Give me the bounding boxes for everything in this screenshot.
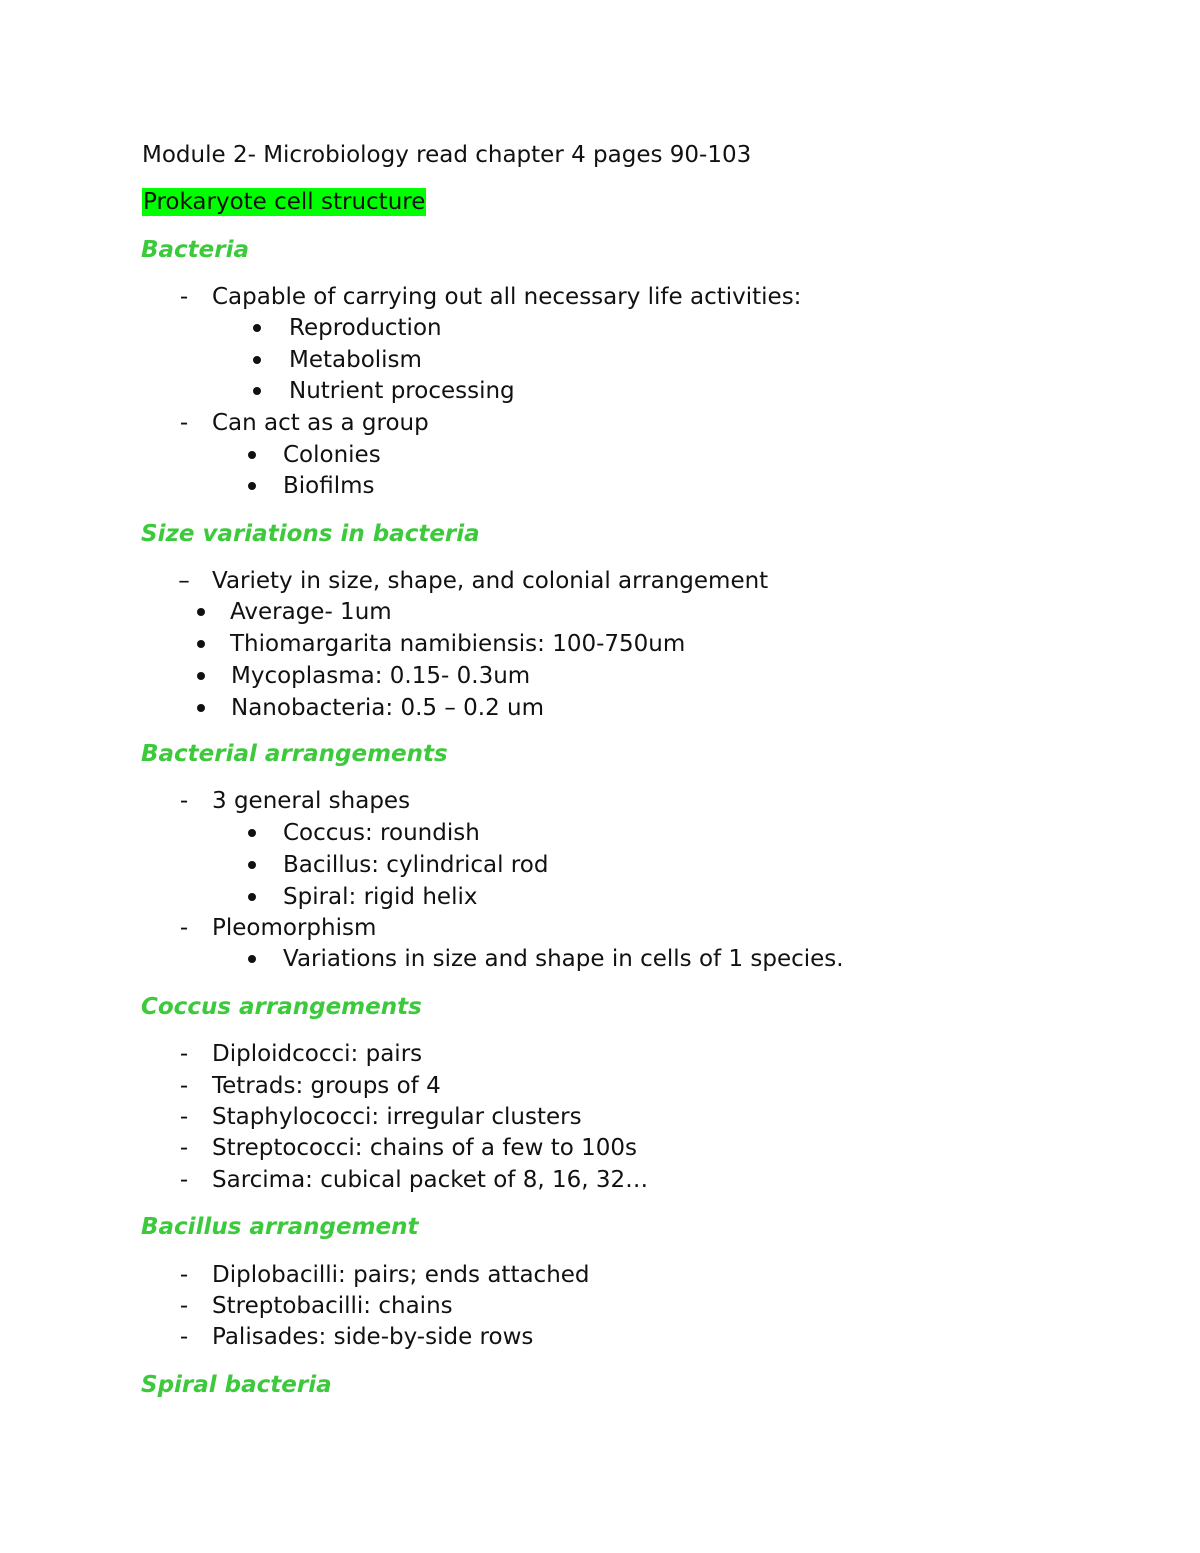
- dash-marker: -: [179, 1073, 189, 1099]
- document-title: Module 2- Microbiology read chapter 4 pages 90-103: [142, 142, 752, 168]
- list-item-text: Diploidcocci: pairs: [212, 1041, 423, 1067]
- dash-marker: -: [179, 788, 189, 814]
- sub-list-item: Coccus: roundish: [283, 820, 480, 846]
- list-item: [0, 283, 1200, 311]
- sub-list-item: Colonies: [283, 442, 381, 468]
- list-item: [0, 1134, 1200, 1162]
- bullet-icon: [197, 672, 205, 680]
- dash-marker: -: [179, 1104, 189, 1130]
- list-item-text: Tetrads: groups of 4: [212, 1073, 441, 1099]
- list-item: [0, 1103, 1200, 1131]
- list-item: [0, 1040, 1200, 1068]
- bullet-icon: [248, 893, 256, 901]
- sub-list-item: Bacillus: cylindrical rod: [283, 852, 549, 878]
- dash-marker: -: [179, 1041, 189, 1067]
- bullet-icon: [197, 640, 205, 648]
- list-item-text: Sarcima: cubical packet of 8, 16, 32…: [212, 1167, 649, 1193]
- list-item-text: Diplobacilli: pairs; ends attached: [212, 1262, 590, 1288]
- sub-list-item: Nutrient processing: [289, 378, 515, 404]
- dash-marker: -: [179, 1262, 189, 1288]
- dash-marker: -: [179, 410, 189, 436]
- highlighted-section-label: Prokaryote cell structure: [143, 189, 426, 215]
- sub-list-item: Variations in size and shape in cells of 1 species.: [283, 946, 844, 972]
- list-item: [0, 1072, 1200, 1100]
- section-heading-bacteria: Bacteria: [141, 237, 250, 263]
- list-item: [0, 409, 1200, 437]
- list-item-text: Pleomorphism: [212, 915, 377, 941]
- list-item-text: Capable of carrying out all necessary life activities:: [212, 284, 802, 310]
- sub-list-item: Thiomargarita namibiensis: 100-750um: [230, 631, 686, 657]
- bullet-icon: [197, 608, 205, 616]
- bullet-icon: [253, 387, 261, 395]
- bullet-icon: [197, 704, 205, 712]
- dash-marker: -: [179, 284, 189, 310]
- sub-list-item: Mycoplasma: 0.15- 0.3um: [231, 663, 531, 689]
- list-item: [0, 787, 1200, 815]
- list-item-text: Streptobacilli: chains: [212, 1293, 453, 1319]
- sub-list-item: Metabolism: [289, 347, 422, 373]
- sub-list-item: Spiral: rigid helix: [283, 884, 478, 910]
- list-item-text: Can act as a group: [212, 410, 429, 436]
- bullet-icon: [253, 324, 261, 332]
- section-heading-size-variations: Size variations in bacteria: [141, 521, 480, 547]
- dash-marker: -: [179, 1293, 189, 1319]
- list-item-text: Palisades: side-by-side rows: [212, 1324, 534, 1350]
- section-heading-spiral-bacteria: Spiral bacteria: [141, 1372, 332, 1398]
- sub-list-item: Nanobacteria: 0.5 – 0.2 um: [231, 695, 545, 721]
- section-heading-coccus-arrangements: Coccus arrangements: [141, 994, 422, 1020]
- list-item: [0, 1292, 1200, 1320]
- dash-marker: -: [179, 1324, 189, 1350]
- list-item-text: Staphylococci: irregular clusters: [212, 1104, 582, 1130]
- list-item-text: Streptococci: chains of a few to 100s: [212, 1135, 637, 1161]
- list-item: [0, 1323, 1200, 1351]
- sub-list-item: Reproduction: [289, 315, 442, 341]
- bullet-icon: [248, 861, 256, 869]
- sub-list-item: Biofilms: [283, 473, 375, 499]
- section-heading-bacillus-arrangement: Bacillus arrangement: [141, 1214, 419, 1240]
- bullet-icon: [248, 482, 256, 490]
- bullet-icon: [248, 451, 256, 459]
- list-item: [0, 567, 1200, 595]
- list-item: [0, 1261, 1200, 1289]
- sub-list-item: Average- 1um: [230, 599, 392, 625]
- bullet-icon: [248, 829, 256, 837]
- bullet-icon: [248, 955, 256, 963]
- list-item: [0, 914, 1200, 942]
- list-item-text: 3 general shapes: [212, 788, 411, 814]
- dash-marker: –: [178, 568, 190, 594]
- dash-marker: -: [179, 915, 189, 941]
- dash-marker: -: [179, 1135, 189, 1161]
- dash-marker: -: [179, 1167, 189, 1193]
- list-item-text: Variety in size, shape, and colonial arrangement: [212, 568, 769, 594]
- section-heading-bacterial-arrangements: Bacterial arrangements: [141, 741, 448, 767]
- bullet-icon: [253, 356, 261, 364]
- list-item: [0, 1166, 1200, 1194]
